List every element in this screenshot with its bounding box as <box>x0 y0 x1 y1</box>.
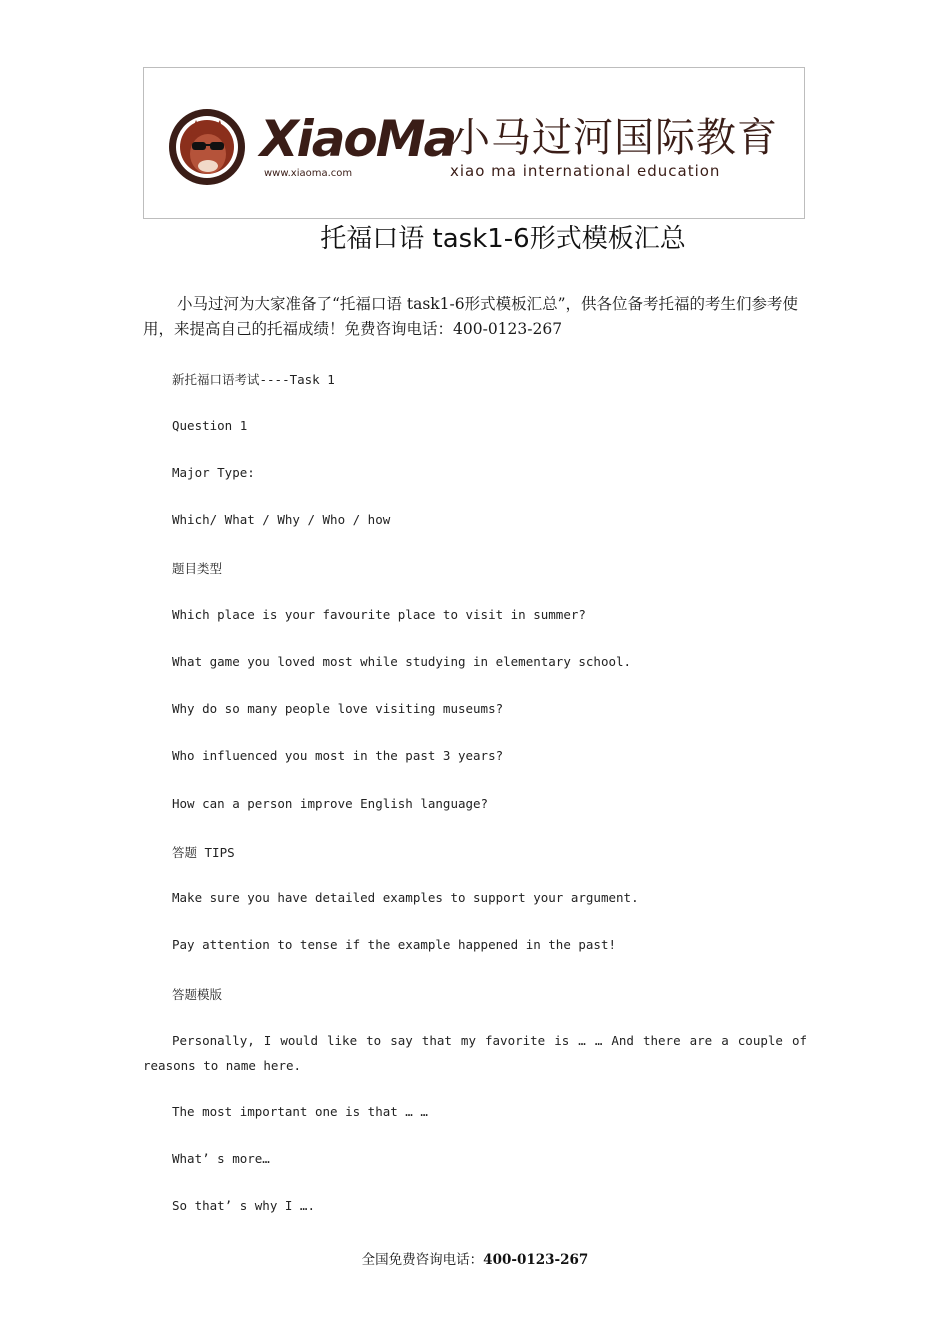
body-line: 新托福口语考试----Task 1 <box>172 372 335 387</box>
body-line: Pay attention to tense if the example happened in the past! <box>172 937 617 952</box>
brand-logo <box>166 106 786 196</box>
body-line: Who influenced you most in the past 3 years? <box>172 748 504 763</box>
footer-phone: 400-0123-267 <box>483 1252 589 1268</box>
body-line: What game you loved most while studying in elementary school. <box>172 654 632 669</box>
brand-english-name: xiao ma international education <box>450 162 721 180</box>
body-line: 题目类型 <box>172 561 223 576</box>
body-line: Question 1 <box>172 418 248 433</box>
horse-mascot-icon <box>166 106 248 188</box>
body-line: 答题 TIPS <box>172 845 235 860</box>
document-title: 托福口语 task1-6形式模板汇总 <box>320 224 686 254</box>
footer-hotline <box>0 1248 950 1268</box>
template-paragraph: Personally, I would like to say that my favorite is … … And there are a couple of reasons to name here. <box>143 1033 807 1073</box>
body-line: Make sure you have detailed examples to support your argument. <box>172 890 639 905</box>
body-line: Which/ What / Why / Who / how <box>172 512 391 527</box>
brand-latin-name: XiaoMa <box>260 110 456 168</box>
header-banner <box>143 67 805 219</box>
brand-url: www.xiaoma.com <box>264 168 353 179</box>
intro-paragraph: 小马过河为大家准备了“托福口语 task1-6形式模板汇总”，供各位备考托福的考生们参考使用，来提高自己的托福成绩！免费咨询电话：400-0123-267 <box>143 295 799 338</box>
brand-chinese-name: 小马过河国际教育 <box>450 115 778 161</box>
body-line: Major Type: <box>172 465 255 480</box>
body-line: Why do so many people love visiting museums? <box>172 701 504 716</box>
body-line: Which place is your favourite place to visit in summer? <box>172 607 586 622</box>
footer-label: 全国免费咨询电话： <box>361 1252 484 1268</box>
template-line: The most important one is that … … <box>172 1104 428 1119</box>
body-line: How can a person improve English language? <box>172 796 489 811</box>
template-line: What’ s more… <box>172 1151 270 1166</box>
template-line: So that’ s why I …. <box>172 1198 315 1213</box>
body-line: 答题模版 <box>172 987 223 1002</box>
